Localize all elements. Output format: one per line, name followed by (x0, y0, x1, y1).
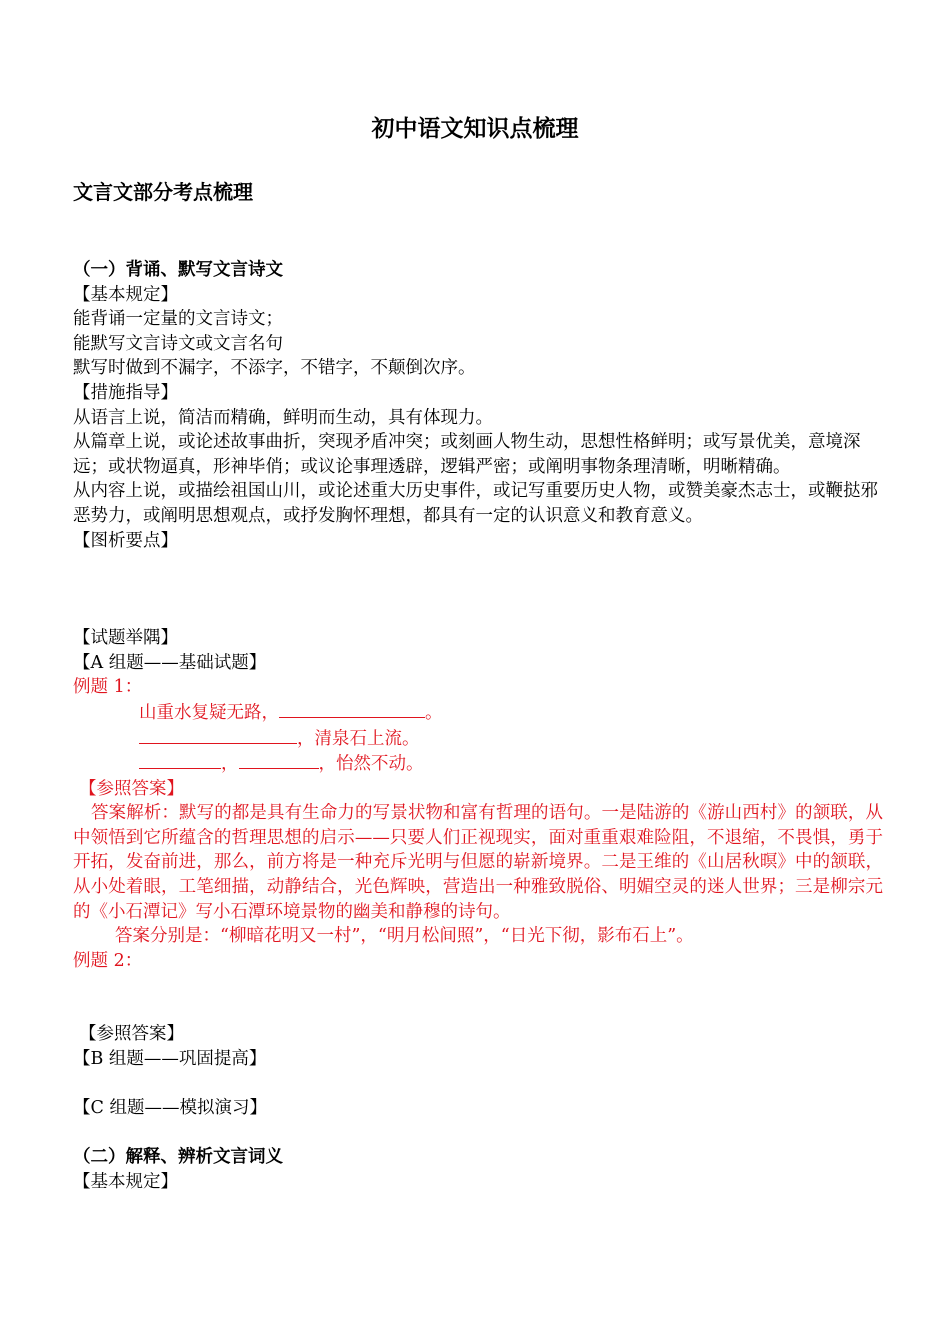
fill-blank (279, 700, 425, 718)
examples-label: 【试题举隅】 (73, 628, 178, 649)
answer-label: 【参照答案】 (79, 778, 184, 799)
example1-line1: 山重水复疑无路， 。 (73, 700, 883, 726)
example1-line2: ，清泉石上流。 (73, 726, 883, 752)
guide-item: 从内容上说，或描绘祖国山川，或论述重大历史事件，或记写重要历史人物，或赞美豪杰志士，或鞭挞邪恶势力，或阐明思想观点，或抒发胸怀理想，都具有一定的认识意义和教育意义。 (73, 481, 878, 526)
basic-item: 默写时做到不漏字，不添字，不错字，不颠倒次序。 (73, 358, 476, 379)
group-a-label: 【A 组题——基础试题】 (73, 652, 267, 673)
document-title: 初中语文知识点梳理 (371, 115, 579, 142)
basic-item: 能默写文言诗文或文言名句 (73, 333, 283, 354)
example2-label: 例题 2： (73, 950, 143, 971)
fill-blank (239, 751, 319, 769)
guide-item: 从篇章上说，或论述故事曲折，突现矛盾冲突；或刻画人物生动，思想性格鲜明；或写景优美，意境深远；或状物逼真，形神毕俏；或议论事理透辟，逻辑严密；或阐明事物条理清晰，明晰精确。 (73, 432, 861, 477)
example1-line3: ， ，怡然不动。 (73, 751, 883, 777)
section-heading: 文言文部分考点梳理 (73, 180, 253, 204)
group-c-label: 【C 组题——模拟演习】 (73, 1098, 267, 1119)
group-b-label: 【B 组题——巩固提高】 (73, 1049, 267, 1070)
basic-item: 能背诵一定量的文言诗文； (73, 309, 283, 330)
part2-heading: （二）解释、辨析文言词义 (73, 1147, 283, 1168)
part2-basic-label: 【基本规定】 (73, 1172, 178, 1192)
analysis-label: 【图析要点】 (73, 530, 178, 551)
answer-label-2: 【参照答案】 (79, 1024, 184, 1045)
document-body (73, 258, 883, 1195)
answer-explanation: 答案解析：默写的都是具有生命力的写景状物和富有哲理的语句。一是陆游的《游山西村》的颔联，从中领悟到它所蕴含的哲理思想的启示——只要人们正视现实，面对重重艰难险阻，不退缩，不畏惧，勇于开拓，发奋前进，那么，前方将是一种充斥光明与但愿的崭新境界。二是王维的《山居秋暝》中的颔联，从小处着眼，工笔细描，动静结合，光色辉映，营造出一种雅致脱俗、明媚空灵的迷人世界；三是柳宗元的《小石潭记》写小石潭环境景物的幽美和静穆的诗句。 (73, 803, 883, 922)
fill-blank (139, 726, 297, 744)
guide-label: 【措施指导】 (73, 382, 178, 403)
answer-final: 答案分别是：“柳暗花明又一村”，“明月松间照”，“日光下彻，影布石上”。 (115, 926, 694, 947)
fill-blank (139, 751, 221, 769)
example1-label: 例题 1： (73, 677, 143, 698)
basic-requirements-label: 【基本规定】 (73, 284, 178, 305)
guide-item: 从语言上说，简洁而精确，鲜明而生动，具有体现力。 (73, 407, 493, 428)
part1-heading: （一）背诵、默写文言诗文 (73, 260, 283, 280)
